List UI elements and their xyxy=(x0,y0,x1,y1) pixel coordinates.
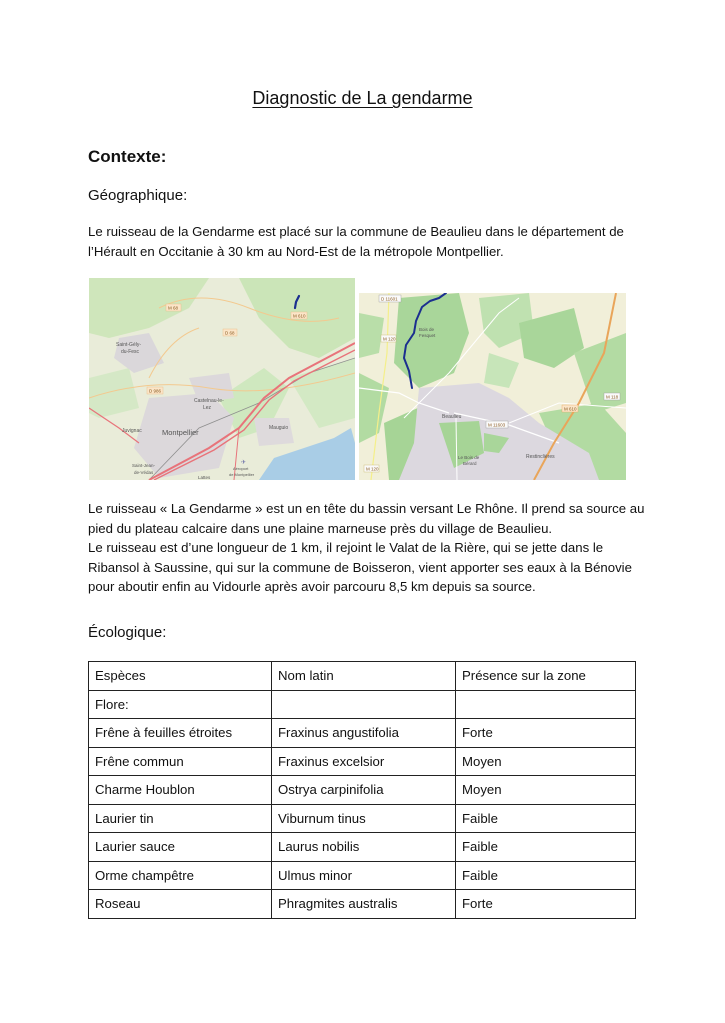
river-paragraph-line: Le ruisseau est d’une longueur de 1 km, il rejoint le Valat de la Rière, qui se jette dans le Ribansol à Saussine, qui sur la commune de Boisseron, vient apporter ses eaux à la Bénovie pour aboutir enfin au Vidourle après avoir parcouru 8,5 km depuis sa source. xyxy=(88,540,632,594)
svg-text:M 68: M 68 xyxy=(168,305,179,311)
presence-cell: Faible xyxy=(456,804,636,833)
table-row xyxy=(89,833,636,862)
road-tag xyxy=(381,335,396,342)
presence-cell: Faible xyxy=(456,833,636,862)
map-label-saint-jean-2: de-Védas xyxy=(134,470,154,475)
table-row xyxy=(89,747,636,776)
latin-name-cell: Viburnum tinus xyxy=(272,804,456,833)
table-row xyxy=(89,804,636,833)
subheading-geographique: Géographique: xyxy=(88,187,188,204)
road-tag xyxy=(364,465,379,472)
map-label-airport-2: de Montpellier xyxy=(229,472,255,477)
table-row xyxy=(89,890,636,919)
map-label-lattes: Lattes xyxy=(198,475,211,480)
column-header-presence: Présence sur la zone xyxy=(456,662,636,691)
table-header-row xyxy=(89,662,636,691)
presence-cell: Forte xyxy=(456,719,636,748)
presence-cell: Moyen xyxy=(456,776,636,805)
map-label-juvignac: Juvignac xyxy=(122,428,142,434)
map-label-airport: Aéroport xyxy=(233,466,249,471)
latin-name-cell: Ostrya carpinifolia xyxy=(272,776,456,805)
species-cell: Charme Houblon xyxy=(89,776,272,805)
road-tag xyxy=(604,393,620,400)
species-cell: Frêne commun xyxy=(89,747,272,776)
table-row xyxy=(89,719,636,748)
map-label-castelnau: Castelnau-le- xyxy=(194,398,224,404)
road-tag xyxy=(166,304,181,311)
map-label-beaulieu: Beaulieu xyxy=(442,414,462,420)
latin-name-cell: Phragmites australis xyxy=(272,890,456,919)
presence-cell: Forte xyxy=(456,890,636,919)
latin-name-cell: Ulmus minor xyxy=(272,861,456,890)
column-header-species: Espèces xyxy=(89,662,272,691)
geo-paragraph: Le ruisseau de la Gendarme est placé sur la commune de Beaulieu dans le département de l’Hérault en Occitanie à 30 km au Nord-Est de la métropole Montpellier. xyxy=(88,224,624,259)
latin-name-cell: Laurus nobilis xyxy=(272,833,456,862)
svg-text:M 120: M 120 xyxy=(366,466,379,472)
species-cell: Roseau xyxy=(89,890,272,919)
map-label-montpellier: Montpellier xyxy=(162,428,199,437)
subheading-ecologique: Écologique: xyxy=(88,624,167,641)
section-heading-contexte: Contexte: xyxy=(88,147,167,166)
species-cell: Laurier sauce xyxy=(89,833,272,862)
species-cell: Orme champêtre xyxy=(89,861,272,890)
map-label-restinclieres: Restinclières xyxy=(526,454,555,460)
svg-text:M 118: M 118 xyxy=(606,394,619,400)
map-label-castelnau-2: Lez xyxy=(203,405,212,411)
svg-text:M 610: M 610 xyxy=(293,313,306,319)
empty-cell xyxy=(456,690,636,719)
map-label-bois-berard: Le Bois de xyxy=(458,455,480,460)
river-paragraph-line: Le ruisseau « La Gendarme » est un en tête du bassin versant Le Rhône. Il prend sa source au pied du plateau calcaire dans une plaine marneuse près du village de Beaulieu. xyxy=(88,501,645,536)
map-label-saint-jean: Saint-Jean- xyxy=(132,463,156,468)
road-tag xyxy=(379,295,401,302)
river-description xyxy=(88,499,648,597)
presence-cell: Faible xyxy=(456,861,636,890)
road-tag xyxy=(291,312,307,319)
svg-text:M 120: M 120 xyxy=(383,336,396,342)
table-row xyxy=(89,776,636,805)
map-label-bois: Bois de xyxy=(419,327,435,332)
table-row xyxy=(89,861,636,890)
map-label-saint-gely-2: du-Fesc xyxy=(121,349,140,355)
road-tag xyxy=(486,421,508,428)
regional-map-image xyxy=(89,278,355,480)
map-urban xyxy=(254,418,294,446)
table-group-row xyxy=(89,690,636,719)
road-tag xyxy=(223,329,237,336)
local-map-image xyxy=(359,293,626,480)
svg-text:M 610: M 610 xyxy=(564,406,577,412)
ecology-table xyxy=(88,661,636,919)
presence-cell: Moyen xyxy=(456,747,636,776)
latin-name-cell: Fraxinus angustifolia xyxy=(272,719,456,748)
map-label-mauguio: Mauguio xyxy=(269,425,289,431)
species-cell: Frêne à feuilles étroites xyxy=(89,719,272,748)
road-tag xyxy=(147,387,163,394)
column-header-latin: Nom latin xyxy=(272,662,456,691)
species-cell: Laurier tin xyxy=(89,804,272,833)
svg-text:D 68: D 68 xyxy=(225,330,235,336)
document-title: Diagnostic de La gendarme xyxy=(252,88,473,108)
svg-text:M 11603: M 11603 xyxy=(488,422,506,428)
airport-icon: ✈ xyxy=(241,460,247,466)
latin-name-cell: Fraxinus excelsior xyxy=(272,747,456,776)
map-label-saint-gely: Saint-Gély- xyxy=(116,342,142,348)
svg-text:D 986: D 986 xyxy=(149,388,162,394)
map-label-bois-2: Fesquet xyxy=(419,333,436,338)
road-tag xyxy=(562,405,578,412)
svg-text:D 11601: D 11601 xyxy=(381,296,398,302)
map-label-bois-berard-2: Bérard xyxy=(463,461,477,466)
group-label-flore: Flore: xyxy=(89,690,272,719)
empty-cell xyxy=(272,690,456,719)
